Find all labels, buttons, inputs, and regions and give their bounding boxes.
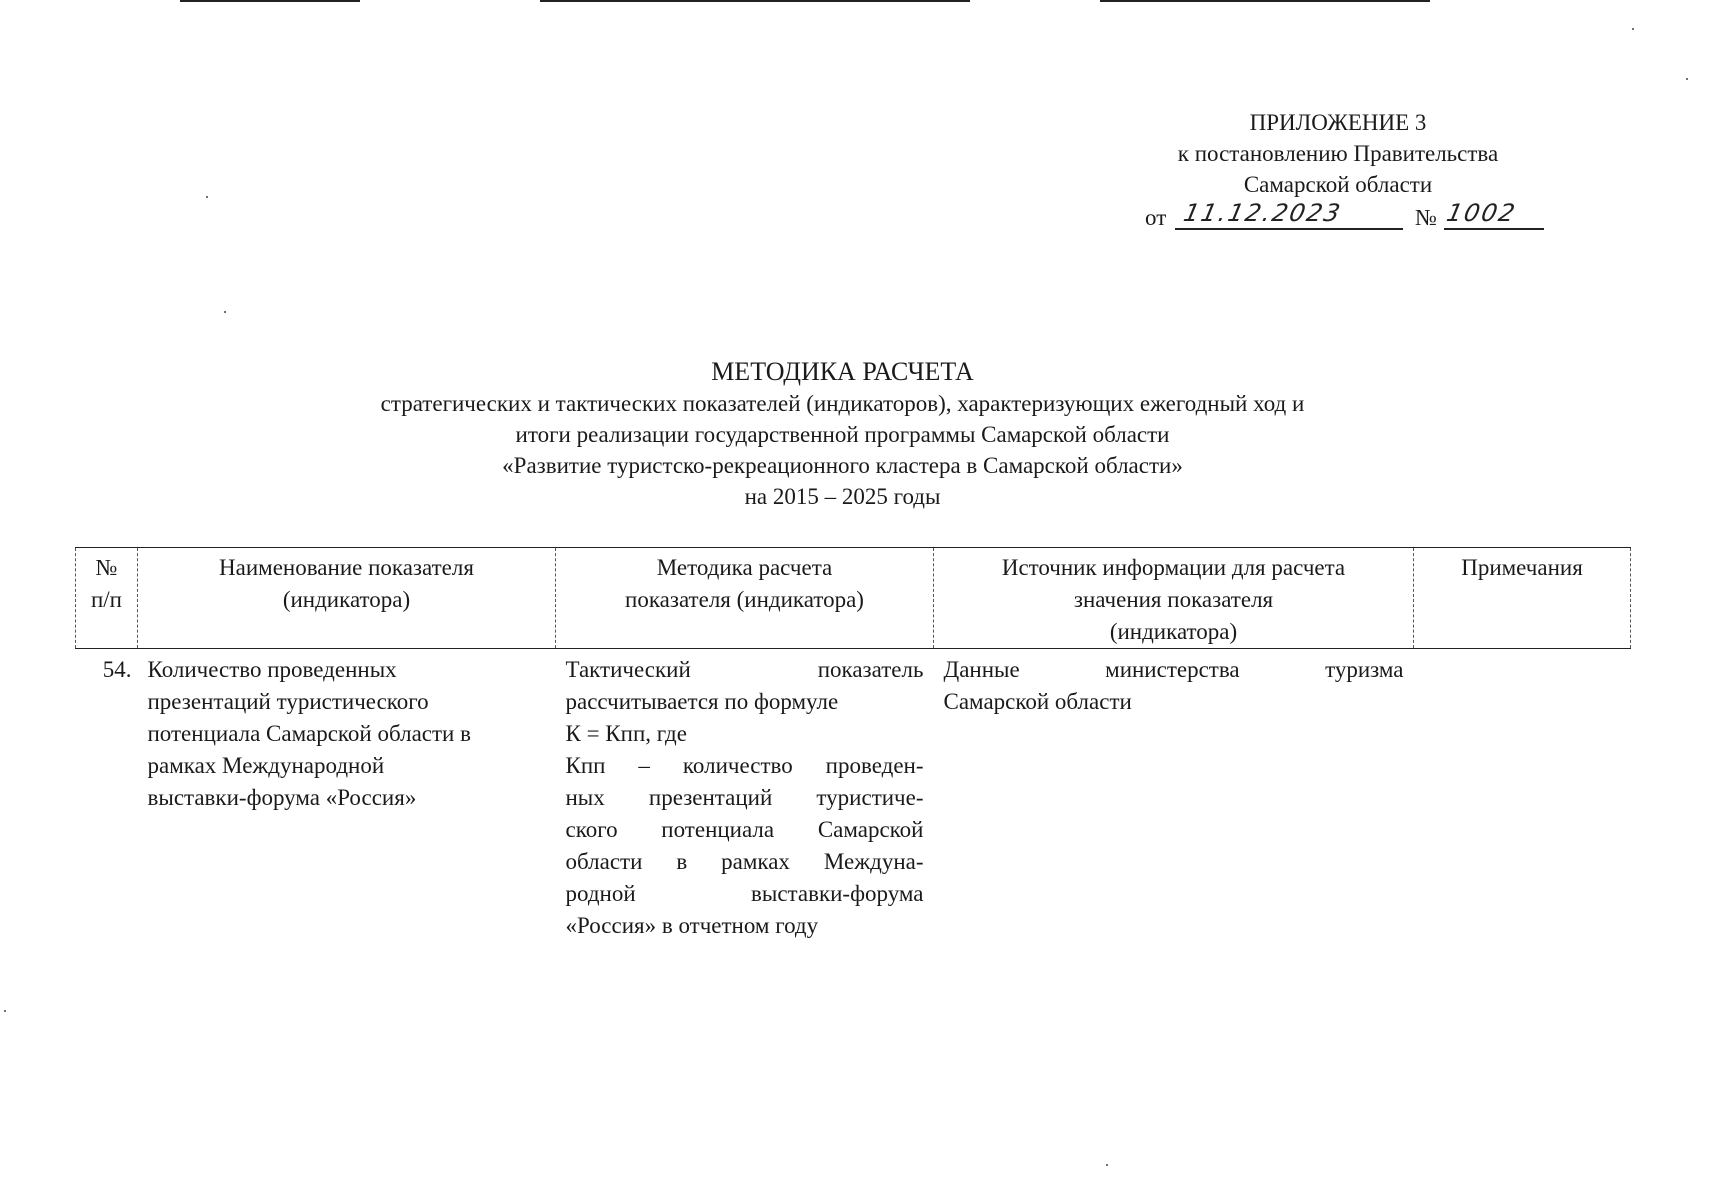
cell-line: Количество проведенных <box>147 657 397 682</box>
heading-line: стратегических и тактических показателей (индикаторов), характеризующих ежегодный ход и <box>380 391 1305 416</box>
cell-line: ных презентаций туристиче- <box>565 785 924 810</box>
appendix-reference-row <box>1108 200 1568 234</box>
table-header-row <box>76 548 1631 649</box>
appendix-title: ПРИЛОЖЕНИЕ 3 <box>1249 110 1427 135</box>
cell-line: Самарской области <box>943 689 1132 714</box>
cell-line: К = Кпп, где <box>565 721 687 746</box>
date-underline <box>1175 228 1403 230</box>
header-text: (индикатора) <box>1109 619 1238 644</box>
document-heading <box>200 356 1485 512</box>
indicator-table <box>75 547 1631 942</box>
appendix-block <box>1108 107 1568 234</box>
cell-line: рамках Международной <box>147 753 385 778</box>
header-text: показателя (индикатора) <box>625 587 864 612</box>
header-notes: Примечания <box>1414 548 1631 649</box>
table-row <box>76 649 1631 943</box>
indicator-name-cell <box>138 649 556 943</box>
scan-speck <box>224 311 226 313</box>
cell-line: ского потенциала Самарской <box>565 817 924 842</box>
cell-line: Тактический показатель <box>565 657 924 682</box>
handwritten-number: 1002 <box>1444 199 1520 227</box>
scan-speck <box>206 196 208 198</box>
header-calculation-method <box>556 548 934 649</box>
header-text: № <box>95 555 118 580</box>
number-label: № <box>1415 205 1437 230</box>
number-underline <box>1444 228 1544 230</box>
date-label: от <box>1145 205 1167 230</box>
cell-line: Данные министерства туризма <box>943 657 1404 682</box>
row-number: 54. <box>102 657 132 682</box>
header-number <box>76 548 138 649</box>
cell-line: презентаций туристического <box>147 689 429 714</box>
cell-line: потенциала Самарской области в <box>147 721 471 746</box>
scan-speck <box>1632 28 1634 30</box>
cell-line: «Россия» в отчетном году <box>565 913 819 938</box>
scan-speck <box>4 1010 6 1012</box>
header-text: Наименование показателя <box>219 555 474 580</box>
scan-edge-line <box>540 0 970 2</box>
scan-speck <box>1686 78 1688 80</box>
notes-cell <box>1414 649 1631 943</box>
heading-line: «Развитие туристско-рекреационного кластера в Самарской области» <box>502 453 1183 478</box>
header-indicator-name <box>138 548 556 649</box>
scan-edge-line <box>180 0 360 2</box>
cell-line: области в рамках Междуна- <box>565 849 924 874</box>
document-title: МЕТОДИКА РАСЧЕТА <box>711 357 974 386</box>
cell-line: родной выставки-форума <box>565 881 924 906</box>
calculation-method-cell <box>556 649 934 943</box>
header-text: значения показателя <box>1073 587 1274 612</box>
header-text: п/п <box>90 587 122 612</box>
scan-speck <box>1106 1164 1108 1166</box>
appendix-line: Самарской области <box>1243 172 1433 197</box>
header-text: (индикатора) <box>282 587 411 612</box>
scan-edge-line <box>1100 0 1430 2</box>
header-text: Методика расчета <box>656 555 833 580</box>
heading-line: итоги реализации государственной программы Самарской области <box>515 422 1170 447</box>
header-text: Источник информации для расчета <box>1001 555 1346 580</box>
information-source-cell <box>934 649 1414 943</box>
cell-line: рассчитывается по формуле <box>565 689 839 714</box>
appendix-line: к постановлению Правительства <box>1177 141 1499 166</box>
cell-line: Кпп – количество проведен- <box>565 753 924 778</box>
cell-line: выставки-форума «Россия» <box>147 785 417 810</box>
header-information-source <box>934 548 1414 649</box>
handwritten-date: 11.12.2023 <box>1181 199 1345 227</box>
heading-line: на 2015 – 2025 годы <box>744 484 941 509</box>
